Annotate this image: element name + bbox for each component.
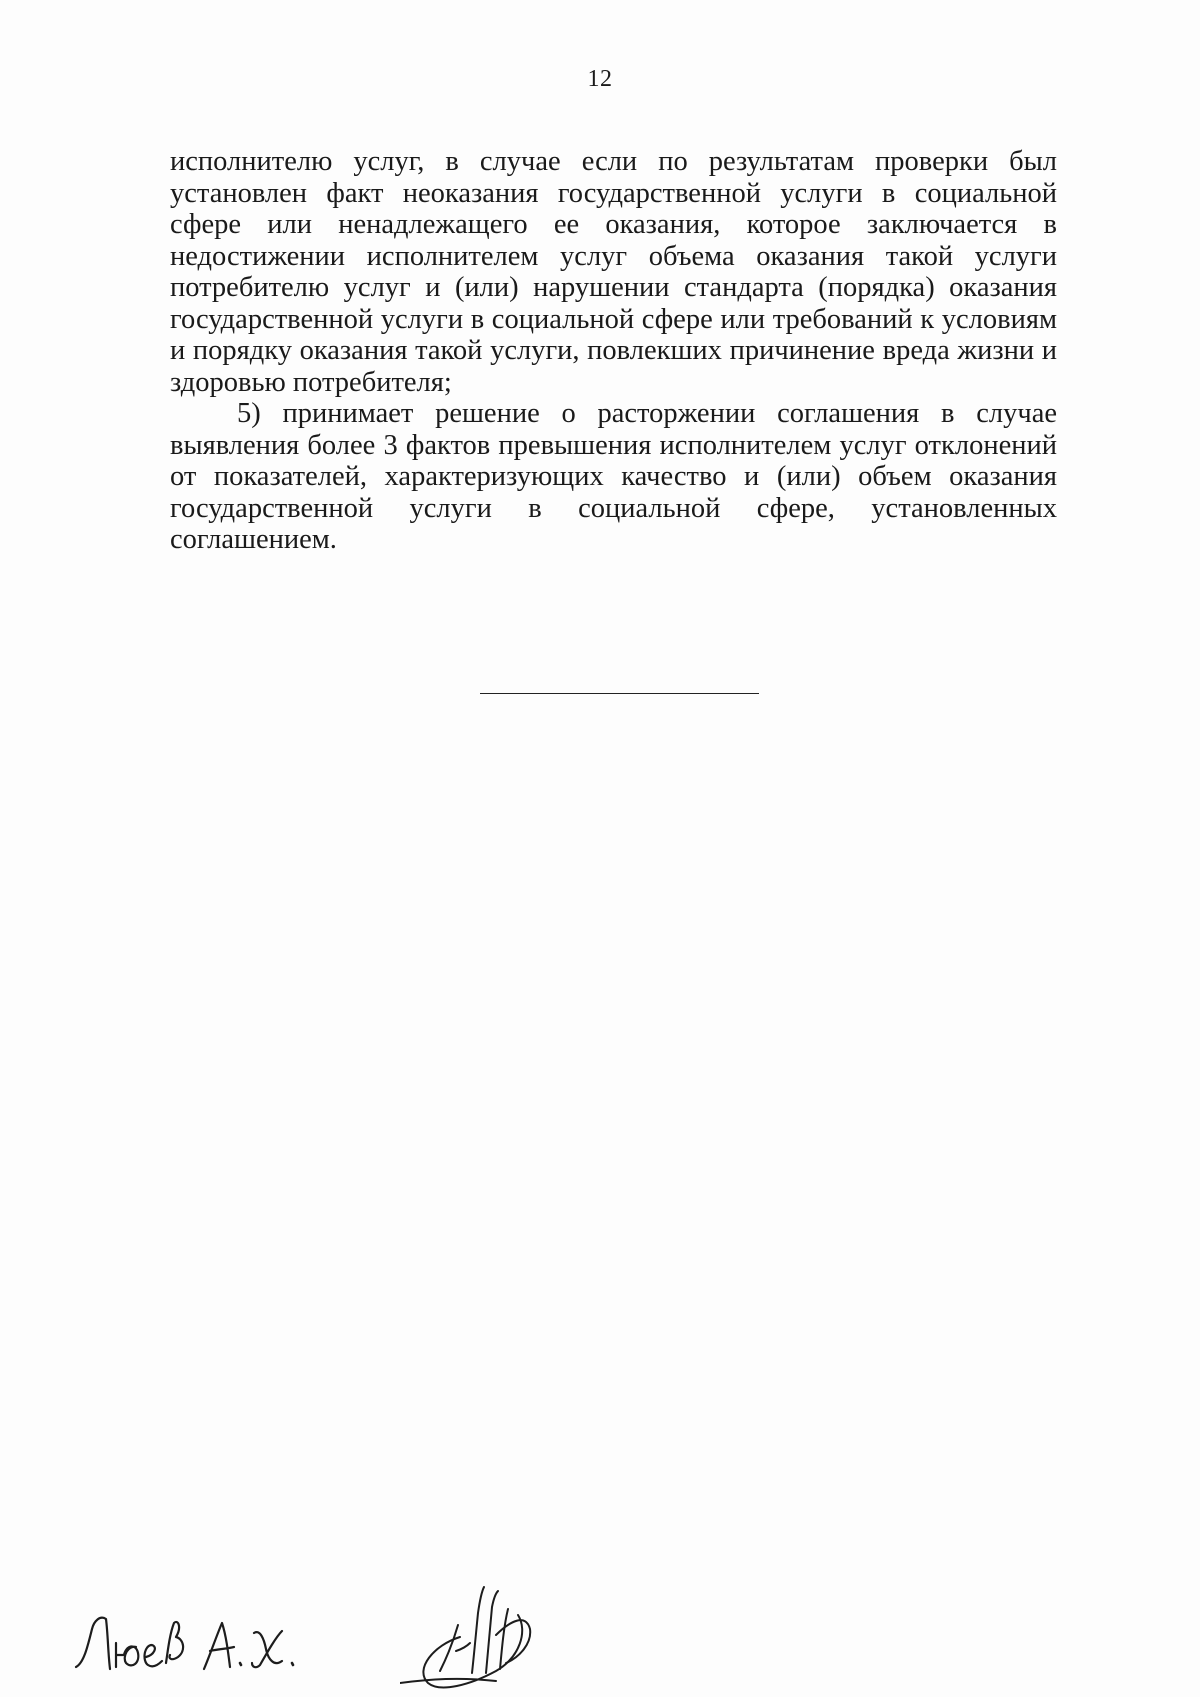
handwritten-name-signature: [70, 1605, 330, 1685]
paragraph-continuation: исполнителю услуг, в случае если по результатам проверки был установлен факт неоказания государственной услуги в социальной сфере или ненадлежащего ее оказания, которое заключается в недостижении исполнителем услуг объема оказания такой услуги потребителю услуг и (или) нарушении стандарта (порядка) оказания государственной услуги в социальной сфере или требований к условиям и порядку оказания такой услуги, повлекших причинение вреда жизни и здоровью потребителя;: [170, 146, 1057, 398]
page-number: 12: [587, 66, 613, 92]
paragraph-item-5: 5) принимает решение о расторжении соглашения в случае выявления более 3 фактов превышения исполнителем услуг отклонений от показателей, характеризующих качество и (или) объем оказания государственной услуги в социальной сфере, установленных соглашением.: [170, 398, 1057, 555]
end-of-text-rule: [480, 693, 759, 694]
document-body: [170, 146, 1057, 556]
signature-drawing: [400, 1585, 570, 1697]
